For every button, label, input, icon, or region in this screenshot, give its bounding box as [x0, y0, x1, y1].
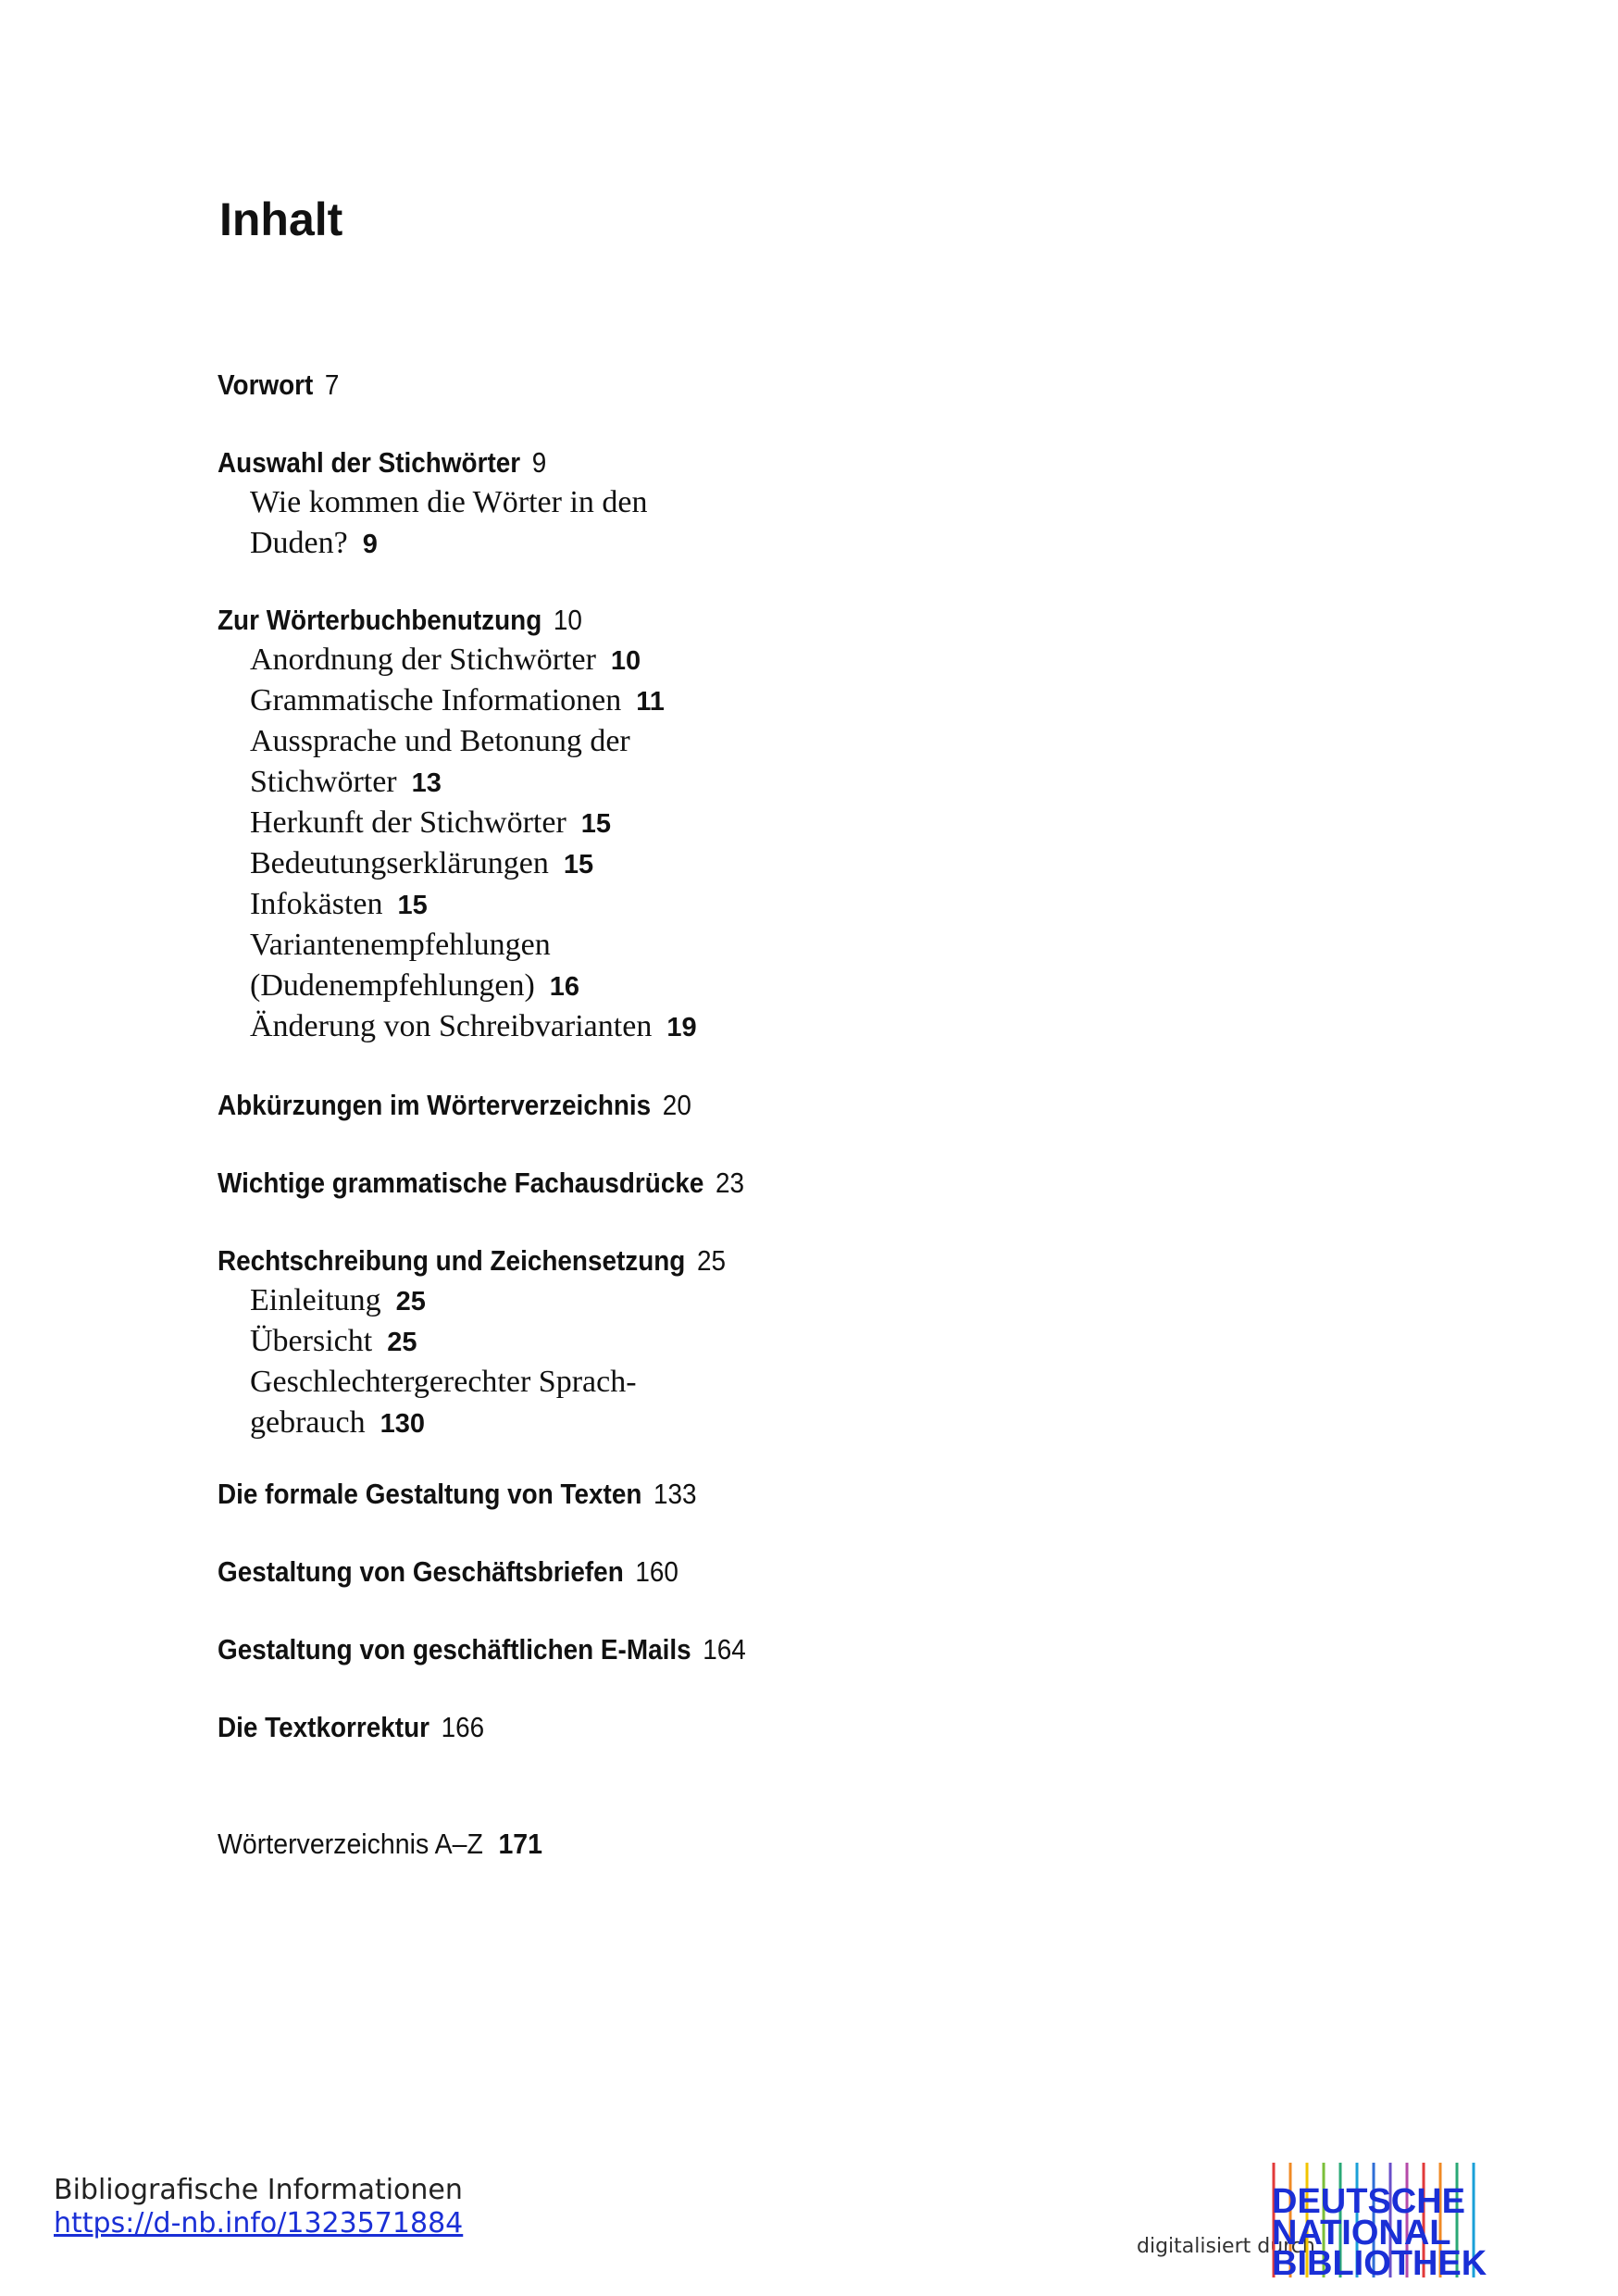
toc-page-number: 19	[666, 1013, 697, 1042]
toc-page-number: 23	[715, 1167, 745, 1199]
toc-subentry[interactable]	[250, 1009, 697, 1044]
toc-label: Wie kommen die Wörter in den	[250, 485, 648, 519]
toc-page-number: 160	[635, 1555, 678, 1588]
toc-label: Variantenempfehlungen	[250, 928, 551, 962]
toc-label: Einleitung	[250, 1283, 381, 1317]
toc-page-number: 15	[563, 850, 594, 880]
toc-subentry[interactable]	[250, 968, 579, 1004]
toc-page-number: 130	[380, 1409, 425, 1439]
toc-label: Duden?	[250, 526, 348, 560]
toc-subentry[interactable]	[250, 887, 428, 922]
toc-label: Abkürzungen im Wörterverzeichnis	[218, 1089, 652, 1121]
toc-label: Vorwort	[218, 368, 314, 401]
toc-label: Anordnung der Stichwörter	[250, 643, 596, 677]
toc-subentry[interactable]	[250, 724, 630, 759]
toc-entry-auswahl[interactable]	[218, 446, 546, 480]
toc-page-number: 10	[610, 646, 641, 676]
toc-page-number: 133	[653, 1478, 697, 1510]
logo-text-line3: BIBLIOTHEK	[1272, 2244, 1487, 2277]
toc-page-number: 13	[411, 768, 442, 798]
toc-page-number: 11	[636, 687, 665, 717]
toc-entry-rechtschreibung[interactable]	[218, 1244, 726, 1278]
toc-entry-korrektur[interactable]	[218, 1711, 484, 1744]
toc-subentry[interactable]	[250, 1405, 425, 1441]
toc-label: Grammatische Informationen	[250, 683, 622, 718]
toc-page-number: 25	[696, 1244, 726, 1277]
toc-page-number: 7	[324, 368, 340, 401]
toc-subentry[interactable]	[250, 928, 551, 963]
toc-page-number: 9	[531, 446, 547, 479]
toc-subentry[interactable]	[250, 643, 641, 678]
biblio-link[interactable]: https://d-nb.info/1323571884	[54, 2207, 464, 2240]
toc-label: Wichtige grammatische Fachausdrücke	[218, 1167, 704, 1199]
toc-subentry[interactable]	[250, 1324, 417, 1359]
toc-subentry[interactable]	[250, 1283, 426, 1318]
logo-text-line1: DEUTSCHE	[1272, 2182, 1466, 2221]
digitalized-by-text: digitalisiert durch	[1137, 2235, 1315, 2258]
toc-label: gebrauch	[250, 1405, 366, 1440]
toc-entry-abkuerzungen[interactable]	[218, 1089, 691, 1122]
toc-entry-woerterverzeichnis[interactable]	[218, 1828, 542, 1861]
toc-label: Herkunft der Stichwörter	[250, 805, 566, 840]
toc-label: Aussprache und Betonung der	[250, 724, 630, 758]
toc-page-number: 164	[703, 1633, 746, 1666]
toc-label: Stichwörter	[250, 765, 397, 799]
toc-subentry[interactable]	[250, 765, 442, 800]
toc-entry-vorwort[interactable]	[218, 368, 339, 402]
toc-label: Wörterverzeichnis A–Z	[218, 1828, 483, 1860]
toc-subentry[interactable]	[250, 846, 593, 881]
toc-label: Gestaltung von geschäftlichen E-Mails	[218, 1633, 691, 1666]
toc-page-number: 20	[662, 1089, 691, 1121]
toc-page-number: 166	[441, 1711, 485, 1743]
toc-subentry[interactable]	[250, 526, 378, 561]
toc-subentry[interactable]	[250, 1365, 637, 1400]
toc-entry-formale[interactable]	[218, 1478, 697, 1511]
toc-page-number: 10	[553, 604, 582, 636]
toc-page-number: 25	[387, 1328, 417, 1357]
toc-entry-briefe[interactable]	[218, 1555, 678, 1589]
toc-subentry[interactable]	[250, 805, 611, 841]
toc-label: Änderung von Schreibvarianten	[250, 1009, 653, 1043]
toc-label: Rechtschreibung und Zeichensetzung	[218, 1244, 686, 1277]
toc-label: Übersicht	[250, 1324, 373, 1358]
toc-page-number: 16	[549, 972, 580, 1002]
toc-subentry[interactable]	[250, 485, 647, 520]
toc-entry-grammatik[interactable]	[218, 1167, 744, 1200]
toc-entry-emails[interactable]	[218, 1633, 746, 1666]
page-title: Inhalt	[219, 193, 343, 245]
toc-subentry[interactable]	[250, 683, 665, 718]
toc-page-number: 171	[498, 1828, 543, 1860]
biblio-label: Bibliografische Informationen	[54, 2174, 463, 2206]
toc-page-number: 15	[397, 891, 428, 920]
toc-entry-benutzung[interactable]	[218, 604, 582, 637]
toc-label: Zur Wörterbuchbenutzung	[218, 604, 542, 636]
logo-text-line2: NATIONAL	[1272, 2214, 1451, 2252]
toc-page-number: 15	[580, 809, 612, 839]
toc-label: Auswahl der Stichwörter	[218, 446, 521, 479]
toc-label: Infokästen	[250, 887, 383, 921]
toc-label: (Dudenempfehlungen)	[250, 968, 535, 1003]
toc-page-number: 25	[395, 1287, 426, 1316]
bibliographic-info	[54, 2174, 463, 2240]
dnb-credit	[1137, 2163, 1562, 2277]
toc-label: Bedeutungserklärungen	[250, 846, 549, 880]
toc-label: Gestaltung von Geschäftsbriefen	[218, 1555, 624, 1588]
toc-label: Geschlechtergerechter Sprach-	[250, 1365, 637, 1399]
toc-label: Die Textkorrektur	[218, 1711, 429, 1743]
dnb-logo	[1270, 2163, 1488, 2277]
toc-label: Die formale Gestaltung von Texten	[218, 1478, 642, 1510]
toc-page-number: 9	[362, 530, 378, 559]
